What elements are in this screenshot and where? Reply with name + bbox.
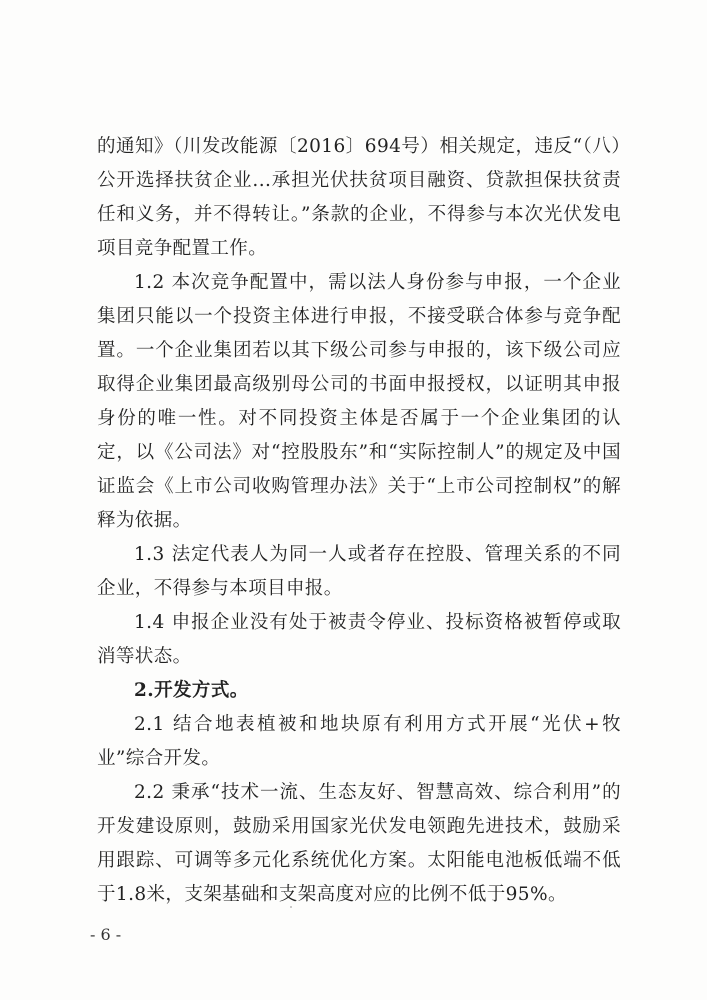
- paragraph-2-2: 2.2 秉承“技术一流、生态友好、智慧高效、综合利用”的开发建设原则，鼓励采用国家光伏发电领跑先进技术，鼓励采用跟踪、可调等多元化系统优化方案。太阳能电池板低端不低于1.8米，支架基础和支架高度对应的比例不低于95%。: [97, 782, 621, 905]
- paragraph-1-4: 1.4 申报企业没有处于被责令停业、投标资格被暂停或取消等状态。: [97, 612, 621, 667]
- scan-speck: [290, 906, 292, 908]
- paragraph-continuation: 的通知》（川发改能源〔2016〕694号）相关规定，违反“（八）公开选择扶贫企业...承担光伏扶贫项目融资、贷款担保扶贫责任和义务，并不得转让。”条款的企业，不得参与本次光伏发电项目竞争配置工作。: [97, 136, 621, 259]
- document-body: [97, 130, 621, 912]
- paragraph-2-1: 2.1 结合地表植被和地块原有利用方式开展“光伏+牧业”综合开发。: [97, 714, 621, 769]
- section-heading-development-method: 2.开发方式。: [134, 680, 249, 701]
- page-number: - 6 -: [90, 925, 122, 944]
- paragraph-1-3: 1.3 法定代表人为同一人或者存在控股、管理关系的不同企业，不得参与本项目申报。: [97, 544, 621, 599]
- paragraph-1-2: 1.2 本次竞争配置中，需以法人身份参与申报，一个企业集团只能以一个投资主体进行申报，不接受联合体参与竞争配置。一个企业集团若以其下级公司参与申报的，该下级公司应取得企业集团最高级别母公司的书面申报授权，以证明其申报身份的唯一性。对不同投资主体是否属于一个企业集团的认定，以《公司法》对“控股股东”和“实际控制人”的规定及中国证监会《上市公司收购管理办法》关于“上市公司控制权”的解释为依据。: [97, 272, 621, 531]
